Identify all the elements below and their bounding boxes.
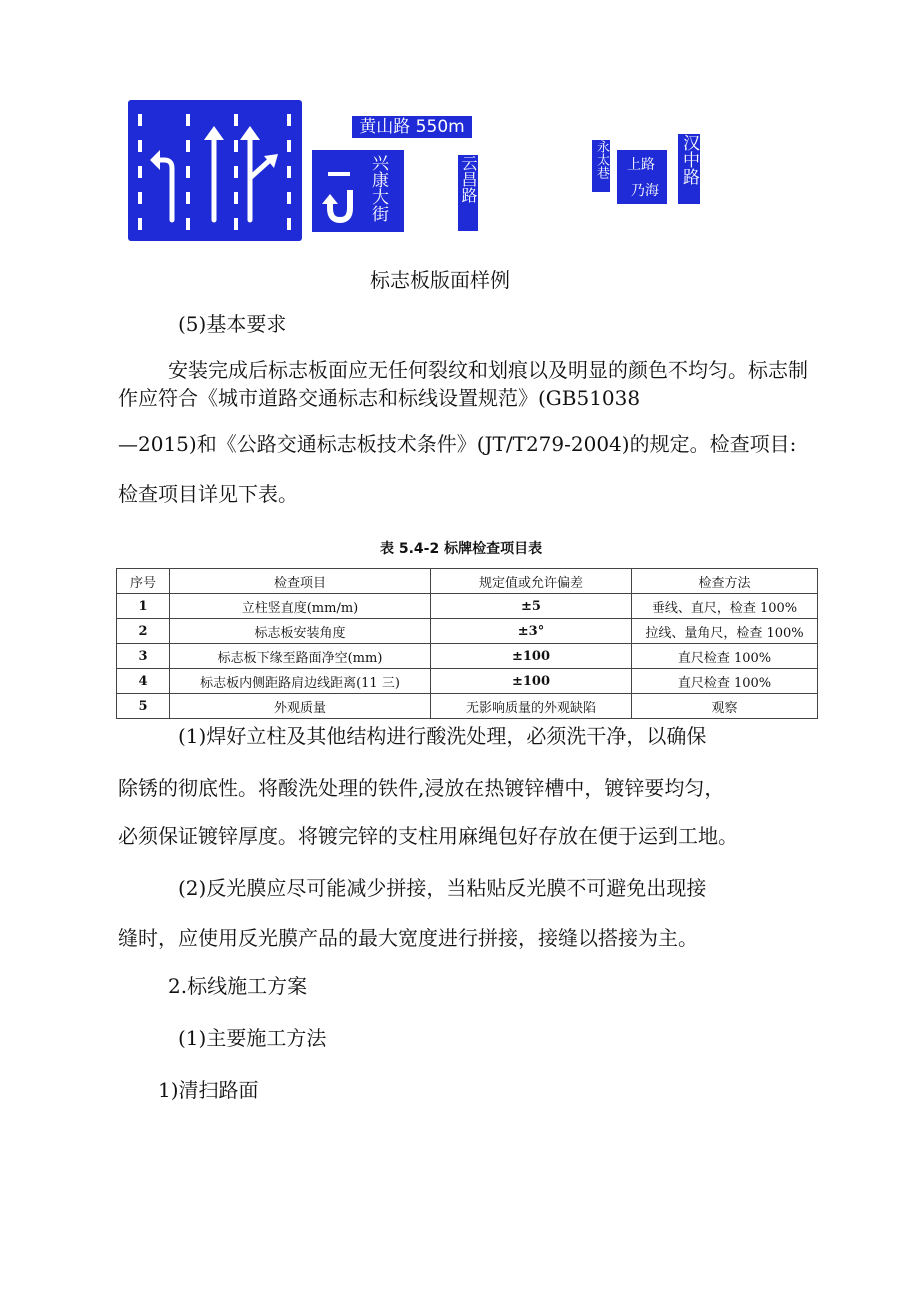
lane-direction-sign: [128, 100, 302, 241]
paragraph-line: 作应符合《城市道路交通标志和标线设置规范》(GB51038: [118, 386, 641, 410]
road-sign-yunchang: [458, 155, 478, 231]
road-sign-xingkang-label: 兴康大街: [368, 154, 388, 222]
section-title-2: 2.标线施工方案: [168, 974, 308, 998]
table-cell: 3: [117, 644, 170, 669]
subsection-title: (1)主要施工方法: [178, 1026, 327, 1050]
road-sign-shanglu: [617, 150, 667, 204]
table-header-cell: 检查方法: [632, 569, 818, 594]
table-cell: 无影响质量的外观缺陷: [431, 694, 632, 719]
table-cell: 2: [117, 619, 170, 644]
paragraph-line: 安装完成后标志板面应无任何裂纹和划痕以及明显的颜色不均匀。标志制: [168, 358, 808, 382]
road-sign-yongtai: [592, 140, 610, 192]
table-row: [117, 694, 818, 719]
road-sign-yunchang-label: 云昌路: [459, 155, 478, 203]
paragraph-line: —2015)和《公路交通标志板技术条件》(JT/T279-2004)的规定。检查项目:: [118, 432, 797, 456]
section-title-5: (5)基本要求: [178, 312, 287, 336]
table-row: [117, 644, 818, 669]
paragraph-line: 除锈的彻底性。将酸洗处理的铁件,浸放在热镀锌槽中，镀锌要均匀，: [118, 776, 725, 800]
table-cell: 5: [117, 694, 170, 719]
paragraph-line: 检查项目详见下表。: [118, 482, 298, 506]
table-cell: ±5: [431, 594, 632, 619]
table-cell: 垂线、直尺，检查 100%: [632, 594, 818, 619]
table-cell: 观察: [632, 694, 818, 719]
u-turn-icon: [314, 150, 364, 232]
table-cell: ±100: [431, 644, 632, 669]
road-sign-huangshan-label: 黄山路 550m: [359, 117, 465, 137]
table-cell: 标志板下缘至路面净空(mm): [170, 644, 431, 669]
paragraph-line: 必须保证镀锌厚度。将镀完锌的支柱用麻绳包好存放在便于运到工地。: [118, 824, 738, 848]
paragraph-line: (1)焊好立柱及其他结构进行酸洗处理，必须洗干净，以确保: [178, 724, 707, 748]
table-cell: 拉线、量角尺，检查 100%: [632, 619, 818, 644]
road-sign-hanzhong: [678, 134, 700, 204]
table-cell: ±3°: [431, 619, 632, 644]
inspection-table: [116, 568, 818, 719]
table-cell: 立柱竖直度(mm/m): [170, 594, 431, 619]
table-cell: ±100: [431, 669, 632, 694]
road-sign-yongtai-label: 永太巷: [594, 140, 609, 179]
table-cell: 1: [117, 594, 170, 619]
subsubsection-title: 1)清扫路面: [158, 1078, 259, 1102]
table-header-row: [117, 569, 818, 594]
table-cell: 标志板安装角度: [170, 619, 431, 644]
table-cell: 外观质量: [170, 694, 431, 719]
table-header-cell: 规定值或允许偏差: [431, 569, 632, 594]
table-row: [117, 669, 818, 694]
paragraph-line: (2)反光膜应尽可能减少拼接，当粘贴反光膜不可避免出现接: [178, 876, 707, 900]
road-sign-shanglu-line2: 乃海: [631, 183, 659, 199]
table-title: 表 5.4-2 标牌检查项目表: [380, 541, 543, 557]
lane-arrows-icon: [128, 100, 302, 241]
figure-caption: 标志板版面样例: [370, 268, 510, 292]
table-row: [117, 619, 818, 644]
table-cell: 标志板内侧距路肩边线距离(11 三): [170, 669, 431, 694]
road-sign-hanzhong-label: 汉中路: [679, 134, 699, 185]
table-cell: 4: [117, 669, 170, 694]
road-sign-shanglu-line1: 上路: [627, 157, 655, 173]
paragraph-line: 缝时，应使用反光膜产品的最大宽度进行拼接，接缝以搭接为主。: [118, 926, 698, 950]
road-sign-huangshan: [352, 116, 472, 138]
table-header-cell: 检查项目: [170, 569, 431, 594]
table-header-cell: 序号: [117, 569, 170, 594]
road-sign-xingkang: [312, 150, 404, 232]
table-row: [117, 594, 818, 619]
table-cell: 直尺检查 100%: [632, 644, 818, 669]
table-cell: 直尺检查 100%: [632, 669, 818, 694]
